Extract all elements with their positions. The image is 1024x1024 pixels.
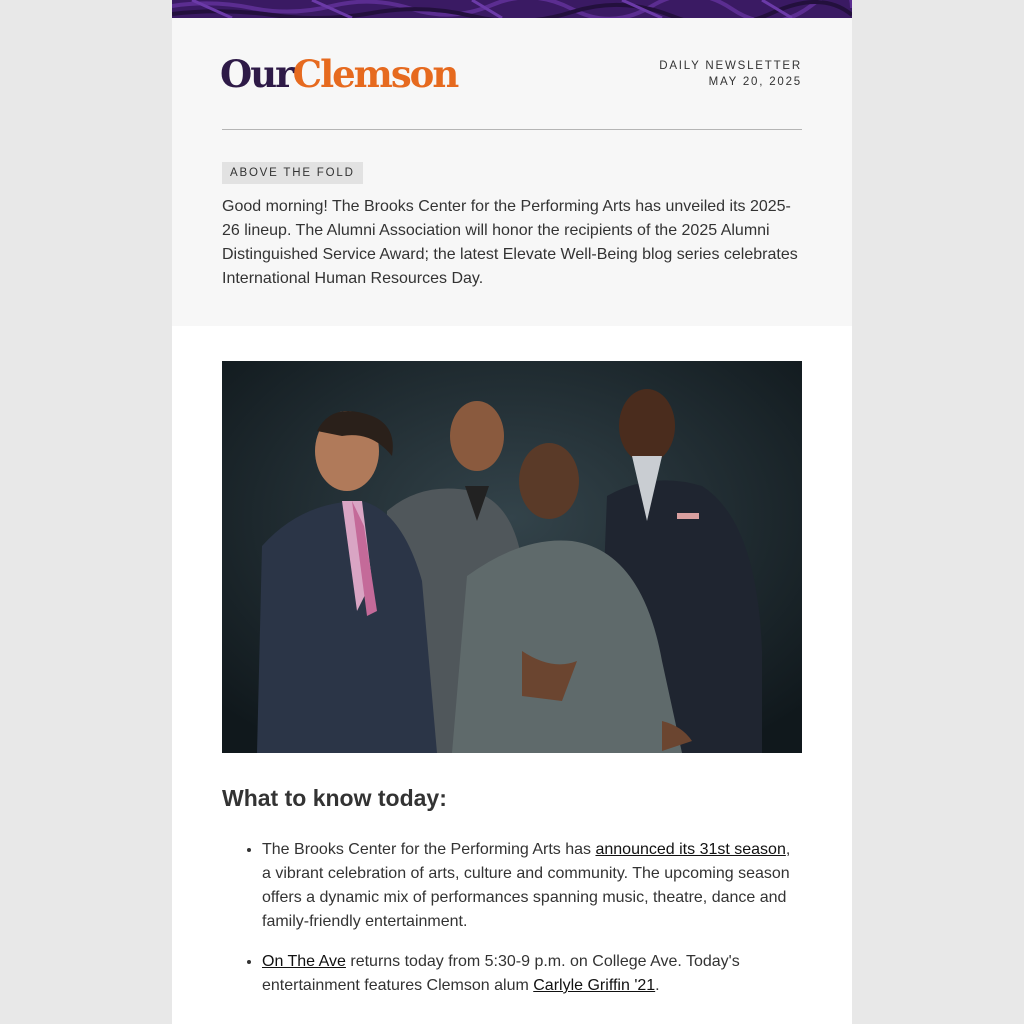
item-2-text-after: . [655,977,660,994]
header-section [172,18,852,326]
header-divider [222,129,802,130]
carlyle-griffin-link[interactable]: Carlyle Griffin '21 [533,977,656,994]
news-list [222,838,802,1014]
item-2-text-middle: returns today from 5:30-9 p.m. on College Ave. Today's entertainment features Clemson alum [262,953,740,994]
list-item [262,950,802,998]
newsletter-date: MAY 20, 2025 [708,76,802,88]
hero-photo [222,361,802,753]
logo-our: Our [220,52,293,96]
on-the-ave-link[interactable]: On The Ave [262,953,346,970]
item-1-text-after: , a vibrant celebration of arts, culture and community. The upcoming season offers a dynamic mix of performances spanning music, theatre, dance and family-friendly entertainment. [262,841,791,930]
above-the-fold-summary: Good morning! The Brooks Center for the Performing Arts has unveiled its 2025-26 lineup. The Alumni Association will honor the recipients of the 2025 Alumni Distinguished Service Award; the latest Elevate Well-Being blog series celebrates International Human Resources Day. [222,198,798,287]
logo-clemson: Clemson [292,52,458,96]
what-to-know-heading: What to know today: [222,785,447,811]
top-banner-pattern [172,0,852,18]
newsletter-email [172,0,852,1024]
item-1-text-before: The Brooks Center for the Performing Arts has [262,841,596,858]
brooks-season-link[interactable]: announced its 31st season [595,841,786,858]
above-the-fold-badge: ABOVE THE FOLD [222,162,363,184]
our-clemson-logo[interactable] [220,50,457,98]
newsletter-label: DAILY NEWSLETTER [659,60,802,72]
group-photo-image [222,361,802,753]
list-item [262,838,802,934]
paw-stripe-pattern [172,0,852,18]
newsletter-meta [659,58,802,90]
